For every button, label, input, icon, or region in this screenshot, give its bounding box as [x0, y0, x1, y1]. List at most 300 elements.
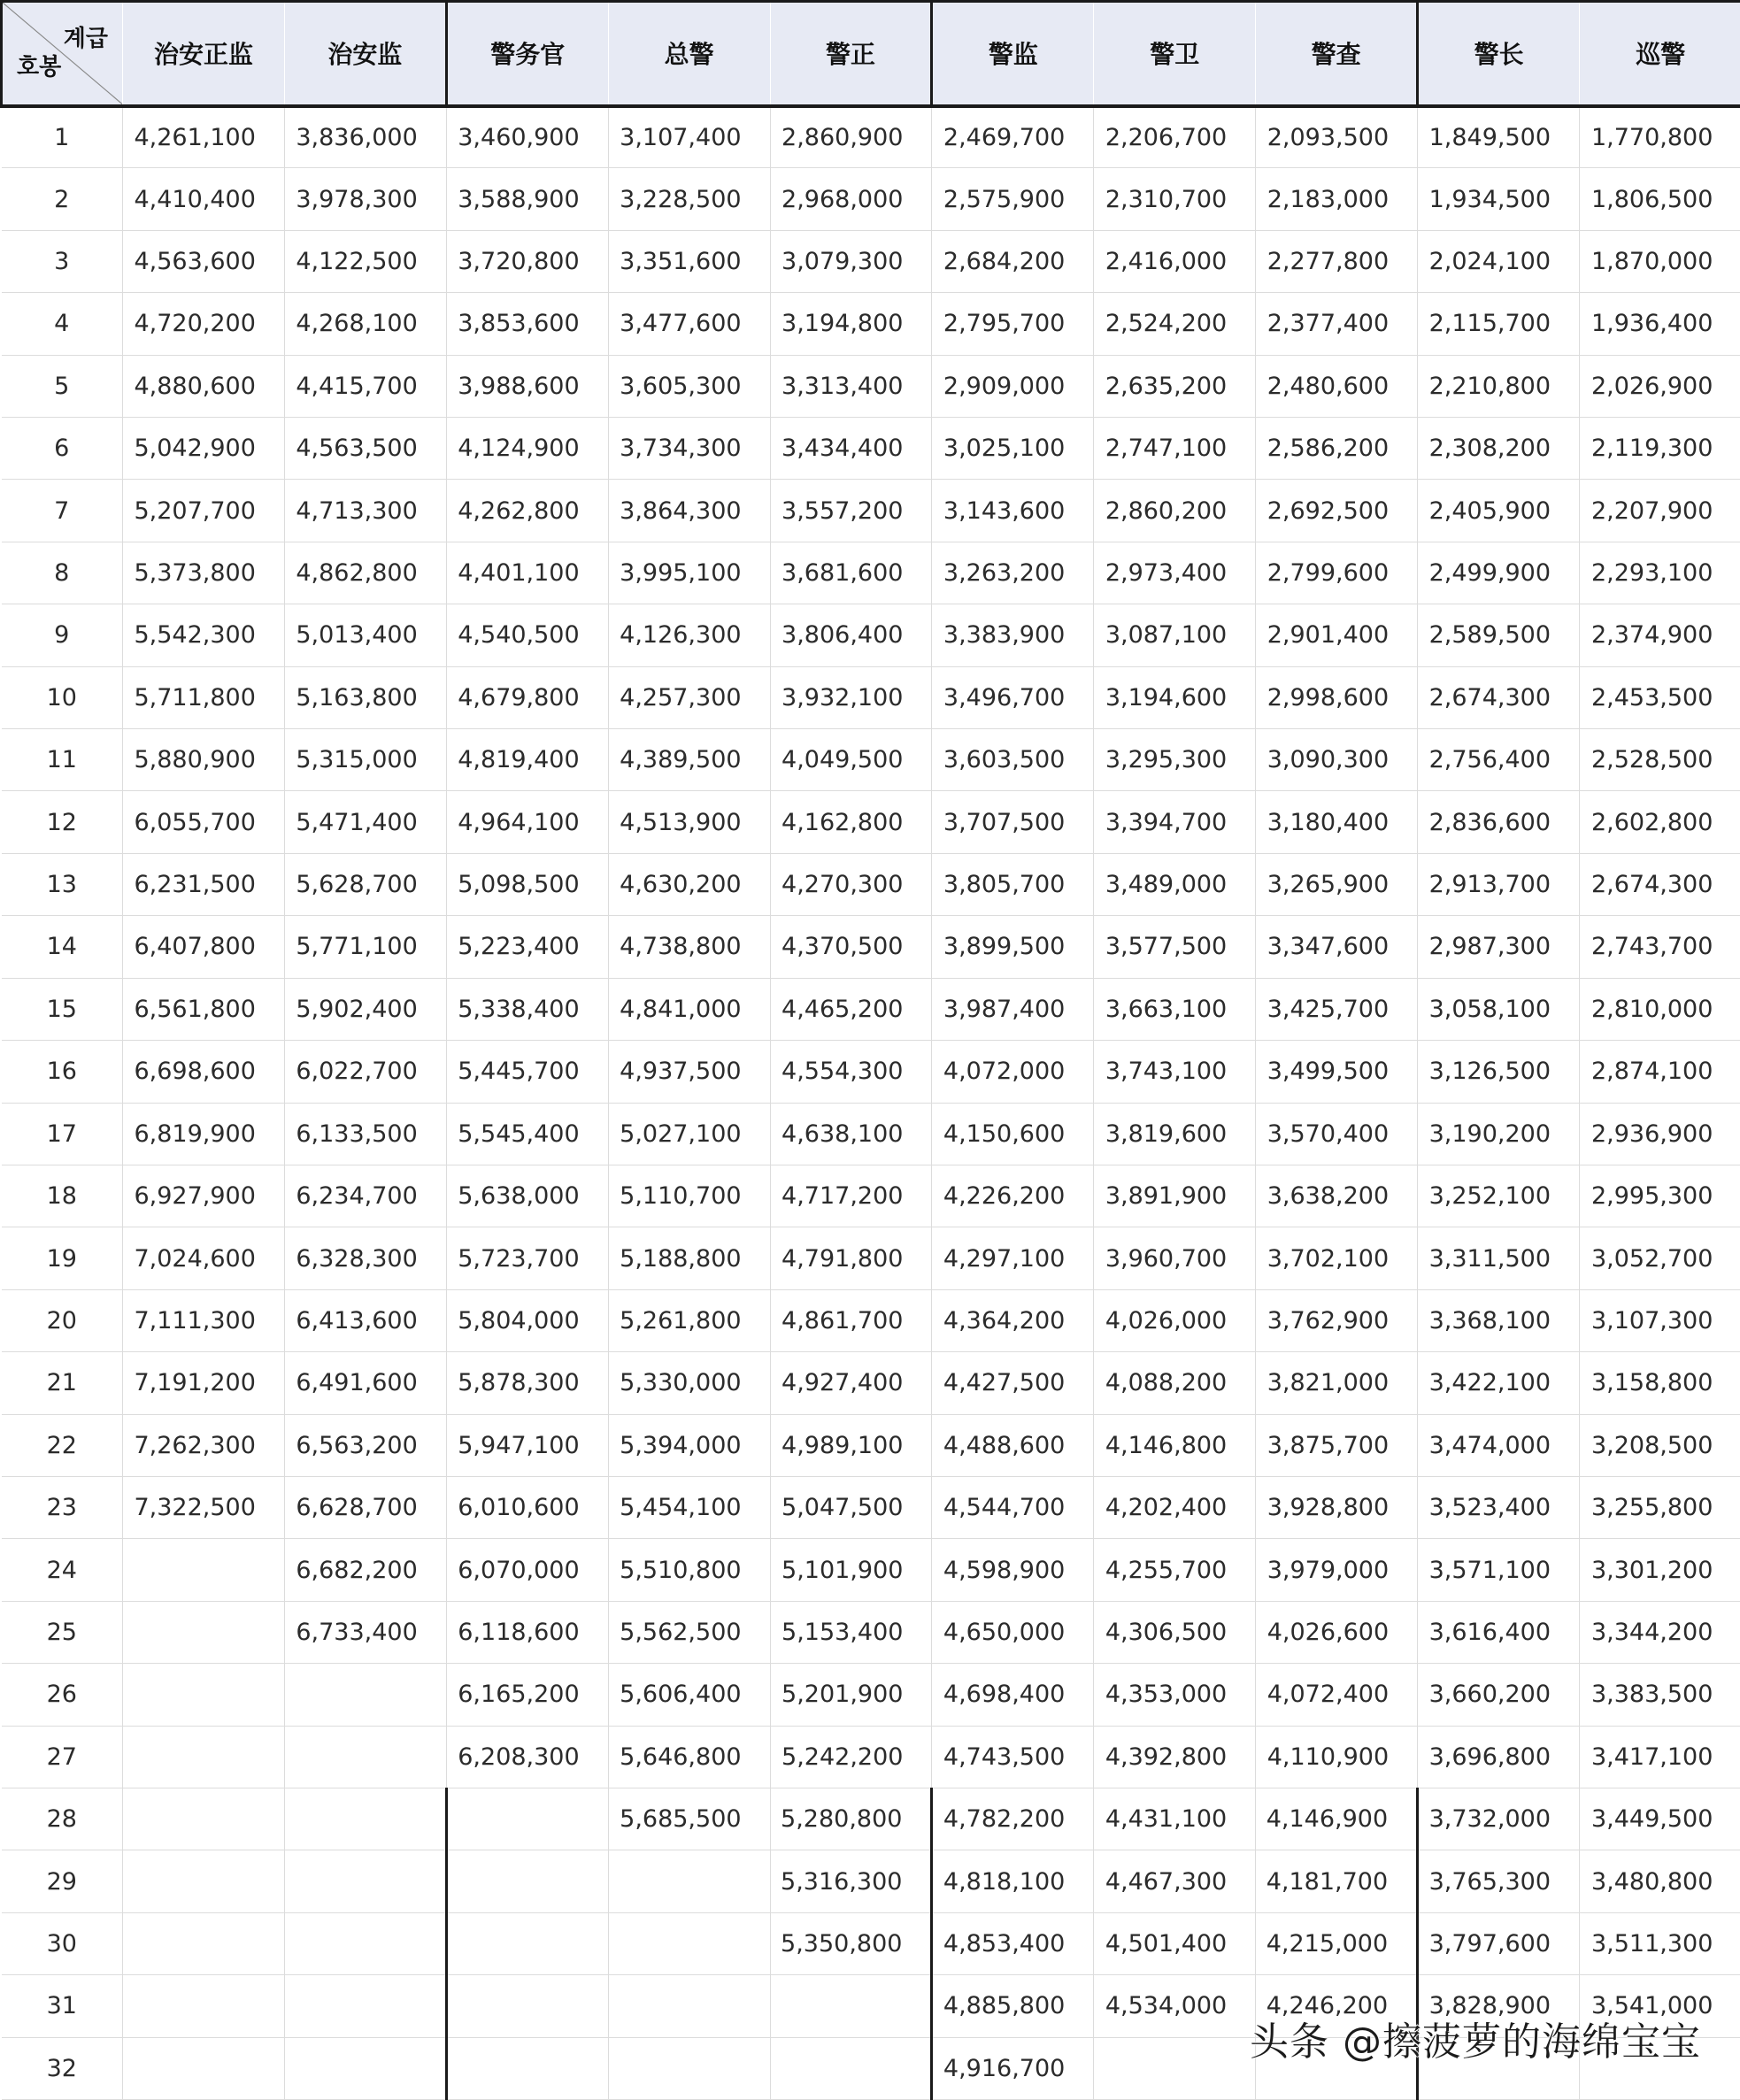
- salary-cell: 2,756,400: [1418, 729, 1580, 791]
- salary-cell: [446, 1912, 608, 1974]
- salary-cell: 4,534,000: [1094, 1975, 1256, 2037]
- salary-cell: [446, 1850, 608, 1912]
- salary-cell: 5,471,400: [284, 791, 446, 853]
- table-row: [2, 1103, 1740, 1165]
- table-row: [2, 355, 1740, 417]
- salary-cell: 5,804,000: [446, 1289, 608, 1351]
- salary-cell: 4,513,900: [608, 791, 770, 853]
- grade-header-cell: 警监: [932, 2, 1094, 106]
- table-row: [2, 168, 1740, 230]
- salary-cell: [446, 1788, 608, 1850]
- grade-header-cell: 警务官: [446, 2, 608, 106]
- salary-cell: 4,026,600: [1256, 1601, 1418, 1663]
- salary-cell: 3,523,400: [1418, 1476, 1580, 1538]
- salary-cell: 3,681,600: [770, 542, 932, 604]
- salary-cell: 3,255,800: [1580, 1476, 1740, 1538]
- salary-cell: 3,570,400: [1256, 1103, 1418, 1165]
- salary-cell: 4,049,500: [770, 729, 932, 791]
- salary-cell: 2,936,900: [1580, 1103, 1740, 1165]
- salary-cell: 3,891,900: [1094, 1165, 1256, 1227]
- corner-label-step: 호봉: [17, 53, 62, 81]
- salary-cell: 6,234,700: [284, 1165, 446, 1227]
- step-number-cell: 29: [2, 1850, 123, 1912]
- salary-cell: 1,849,500: [1418, 106, 1580, 168]
- salary-cell: 2,998,600: [1256, 666, 1418, 728]
- table-row: [2, 1414, 1740, 1476]
- salary-cell: 3,107,400: [608, 106, 770, 168]
- salary-cell: 2,674,300: [1418, 666, 1580, 728]
- salary-cell: 6,698,600: [123, 1041, 285, 1103]
- salary-cell: 3,743,100: [1094, 1041, 1256, 1103]
- salary-cell: 2,860,200: [1094, 480, 1256, 542]
- salary-cell: 7,191,200: [123, 1352, 285, 1414]
- salary-cell: 2,795,700: [932, 293, 1094, 355]
- salary-cell: 4,630,200: [608, 853, 770, 915]
- salary-cell: 6,118,600: [446, 1601, 608, 1663]
- salary-cell: 3,143,600: [932, 480, 1094, 542]
- salary-cell: 4,353,000: [1094, 1664, 1256, 1726]
- step-number-cell: 23: [2, 1476, 123, 1538]
- salary-cell: 3,616,400: [1418, 1601, 1580, 1663]
- salary-cell: 5,350,800: [770, 1912, 932, 1974]
- salary-cell: [1094, 2037, 1256, 2099]
- salary-cell: 2,747,100: [1094, 418, 1256, 480]
- salary-cell: 3,797,600: [1418, 1912, 1580, 1974]
- salary-cell: 5,047,500: [770, 1476, 932, 1538]
- step-number-cell: 1: [2, 106, 123, 168]
- salary-cell: 3,208,500: [1580, 1414, 1740, 1476]
- salary-cell: 5,711,800: [123, 666, 285, 728]
- step-number-cell: 9: [2, 604, 123, 666]
- step-number-cell: 6: [2, 418, 123, 480]
- salary-cell: 3,663,100: [1094, 978, 1256, 1040]
- salary-cell: 4,841,000: [608, 978, 770, 1040]
- salary-cell: 2,995,300: [1580, 1165, 1740, 1227]
- grade-header-cell: 警查: [1256, 2, 1418, 106]
- salary-cell: 2,987,300: [1418, 916, 1580, 978]
- salary-cell: 4,262,800: [446, 480, 608, 542]
- step-number-cell: 2: [2, 168, 123, 230]
- salary-cell: 2,377,400: [1256, 293, 1418, 355]
- salary-cell: 3,394,700: [1094, 791, 1256, 853]
- salary-cell: 4,415,700: [284, 355, 446, 417]
- salary-cell: 5,646,800: [608, 1726, 770, 1788]
- salary-cell: 5,201,900: [770, 1664, 932, 1726]
- salary-cell: 4,306,500: [1094, 1601, 1256, 1663]
- salary-cell: 3,511,300: [1580, 1912, 1740, 1974]
- salary-cell: 2,524,200: [1094, 293, 1256, 355]
- salary-cell: 2,602,800: [1580, 791, 1740, 853]
- salary-cell: 2,293,100: [1580, 542, 1740, 604]
- salary-cell: 3,819,600: [1094, 1103, 1256, 1165]
- salary-cell: 5,338,400: [446, 978, 608, 1040]
- salary-cell: 4,916,700: [932, 2037, 1094, 2099]
- step-number-cell: 28: [2, 1788, 123, 1850]
- salary-cell: 3,489,000: [1094, 853, 1256, 915]
- salary-cell: 2,589,500: [1418, 604, 1580, 666]
- salary-cell: 2,635,200: [1094, 355, 1256, 417]
- salary-cell: 1,936,400: [1580, 293, 1740, 355]
- salary-cell: 3,313,400: [770, 355, 932, 417]
- salary-cell: 3,928,800: [1256, 1476, 1418, 1538]
- salary-cell: 3,058,100: [1418, 978, 1580, 1040]
- salary-cell: 2,207,900: [1580, 480, 1740, 542]
- salary-cell: 6,022,700: [284, 1041, 446, 1103]
- salary-cell: 2,024,100: [1418, 230, 1580, 292]
- salary-cell: 6,561,800: [123, 978, 285, 1040]
- salary-cell: 4,401,100: [446, 542, 608, 604]
- step-number-cell: 10: [2, 666, 123, 728]
- salary-cell: 3,734,300: [608, 418, 770, 480]
- salary-cell: 2,453,500: [1580, 666, 1740, 728]
- salary-cell: 4,389,500: [608, 729, 770, 791]
- salary-cell: 3,449,500: [1580, 1788, 1740, 1850]
- salary-cell: 5,638,000: [446, 1165, 608, 1227]
- salary-cell: 3,460,900: [446, 106, 608, 168]
- salary-cell: 4,268,100: [284, 293, 446, 355]
- table-row: [2, 1165, 1740, 1227]
- salary-cell: 6,819,900: [123, 1103, 285, 1165]
- salary-cell: 3,588,900: [446, 168, 608, 230]
- salary-cell: 2,416,000: [1094, 230, 1256, 292]
- salary-cell: 3,228,500: [608, 168, 770, 230]
- salary-cell: 3,351,600: [608, 230, 770, 292]
- salary-cell: 2,909,000: [932, 355, 1094, 417]
- salary-cell: 5,606,400: [608, 1664, 770, 1726]
- salary-cell: 4,026,000: [1094, 1289, 1256, 1351]
- grade-header-cell: 警长: [1418, 2, 1580, 106]
- salary-cell: 3,383,900: [932, 604, 1094, 666]
- table-row: [2, 1912, 1740, 1974]
- salary-cell: 6,165,200: [446, 1664, 608, 1726]
- salary-cell: 2,836,600: [1418, 791, 1580, 853]
- salary-cell: 3,265,900: [1256, 853, 1418, 915]
- salary-cell: 3,158,800: [1580, 1352, 1740, 1414]
- salary-cell: 2,860,900: [770, 106, 932, 168]
- table-row: [2, 418, 1740, 480]
- salary-cell: 3,828,900: [1418, 1975, 1580, 2037]
- salary-cell: 4,410,400: [123, 168, 285, 230]
- grade-header-cell: 总警: [608, 2, 770, 106]
- salary-cell: [123, 1664, 285, 1726]
- salary-cell: 5,628,700: [284, 853, 446, 915]
- salary-cell: 3,571,100: [1418, 1539, 1580, 1601]
- salary-cell: [284, 2037, 446, 2099]
- salary-cell: 2,692,500: [1256, 480, 1418, 542]
- watermark-text: 头条 @擦菠萝的海绵宝宝: [1250, 2019, 1701, 2065]
- salary-cell: 4,698,400: [932, 1664, 1094, 1726]
- salary-cell: 5,878,300: [446, 1352, 608, 1414]
- salary-cell: 5,771,100: [284, 916, 446, 978]
- salary-cell: [770, 2037, 932, 2099]
- salary-cell: 5,902,400: [284, 978, 446, 1040]
- salary-cell: 3,864,300: [608, 480, 770, 542]
- salary-cell: 2,277,800: [1256, 230, 1418, 292]
- salary-cell: 3,417,100: [1580, 1726, 1740, 1788]
- table-row: [2, 1227, 1740, 1289]
- salary-cell: 3,079,300: [770, 230, 932, 292]
- salary-cell: 4,650,000: [932, 1601, 1094, 1663]
- salary-cell: 4,818,100: [932, 1850, 1094, 1912]
- salary-cell: 3,720,800: [446, 230, 608, 292]
- salary-cell: 4,853,400: [932, 1912, 1094, 1974]
- salary-cell: 2,183,000: [1256, 168, 1418, 230]
- table-body: [2, 106, 1740, 2100]
- salary-cell: 6,070,000: [446, 1539, 608, 1601]
- step-number-cell: 19: [2, 1227, 123, 1289]
- salary-cell: 1,806,500: [1580, 168, 1740, 230]
- salary-cell: 3,180,400: [1256, 791, 1418, 853]
- salary-cell: 3,557,200: [770, 480, 932, 542]
- salary-cell: 6,231,500: [123, 853, 285, 915]
- salary-cell: 2,093,500: [1256, 106, 1418, 168]
- salary-cell: 4,598,900: [932, 1539, 1094, 1601]
- salary-cell: 5,163,800: [284, 666, 446, 728]
- step-number-cell: 31: [2, 1975, 123, 2037]
- salary-cell: 3,987,400: [932, 978, 1094, 1040]
- step-number-cell: 4: [2, 293, 123, 355]
- salary-cell: 7,111,300: [123, 1289, 285, 1351]
- salary-cell: 2,528,500: [1580, 729, 1740, 791]
- salary-cell: 3,638,200: [1256, 1165, 1418, 1227]
- salary-cell: 4,257,300: [608, 666, 770, 728]
- step-number-cell: 5: [2, 355, 123, 417]
- salary-cell: 3,087,100: [1094, 604, 1256, 666]
- salary-cell: 5,153,400: [770, 1601, 932, 1663]
- salary-cell: 3,995,100: [608, 542, 770, 604]
- step-number-cell: 8: [2, 542, 123, 604]
- salary-cell: 5,280,800: [770, 1788, 932, 1850]
- salary-cell: 6,055,700: [123, 791, 285, 853]
- table-row: [2, 1664, 1740, 1726]
- step-number-cell: 11: [2, 729, 123, 791]
- salary-cell: 2,684,200: [932, 230, 1094, 292]
- salary-cell: 4,738,800: [608, 916, 770, 978]
- salary-cell: [123, 1975, 285, 2037]
- salary-cell: 3,347,600: [1256, 916, 1418, 978]
- table-row: [2, 1476, 1740, 1538]
- salary-cell: 3,762,900: [1256, 1289, 1418, 1351]
- salary-cell: 4,126,300: [608, 604, 770, 666]
- salary-cell: 3,090,300: [1256, 729, 1418, 791]
- salary-cell: 3,107,300: [1580, 1289, 1740, 1351]
- salary-cell: 5,101,900: [770, 1539, 932, 1601]
- salary-cell: 5,545,400: [446, 1103, 608, 1165]
- salary-cell: 7,322,500: [123, 1476, 285, 1538]
- table-row: [2, 1601, 1740, 1663]
- salary-cell: 5,223,400: [446, 916, 608, 978]
- salary-cell: 3,295,300: [1094, 729, 1256, 791]
- step-number-cell: 30: [2, 1912, 123, 1974]
- salary-cell: 4,540,500: [446, 604, 608, 666]
- salary-cell: 2,901,400: [1256, 604, 1418, 666]
- salary-cell: 2,743,700: [1580, 916, 1740, 978]
- salary-cell: 4,743,500: [932, 1726, 1094, 1788]
- salary-cell: 4,146,800: [1094, 1414, 1256, 1476]
- salary-cell: 4,782,200: [932, 1788, 1094, 1850]
- step-number-cell: 24: [2, 1539, 123, 1601]
- salary-cell: 5,013,400: [284, 604, 446, 666]
- salary-cell: 2,469,700: [932, 106, 1094, 168]
- table-row: [2, 729, 1740, 791]
- salary-cell: 4,467,300: [1094, 1850, 1256, 1912]
- salary-cell: 5,316,300: [770, 1850, 932, 1912]
- salary-cell: 4,270,300: [770, 853, 932, 915]
- salary-cell: 2,115,700: [1418, 293, 1580, 355]
- salary-cell: 5,685,500: [608, 1788, 770, 1850]
- salary-cell: 2,119,300: [1580, 418, 1740, 480]
- salary-cell: 4,927,400: [770, 1352, 932, 1414]
- salary-cell: 1,770,800: [1580, 106, 1740, 168]
- salary-cell: 5,042,900: [123, 418, 285, 480]
- step-number-cell: 16: [2, 1041, 123, 1103]
- salary-cell: 3,696,800: [1418, 1726, 1580, 1788]
- step-number-cell: 17: [2, 1103, 123, 1165]
- salary-cell: 4,501,400: [1094, 1912, 1256, 1974]
- salary-cell: 2,874,100: [1580, 1041, 1740, 1103]
- step-number-cell: 32: [2, 2037, 123, 2099]
- salary-cell: 4,431,100: [1094, 1788, 1256, 1850]
- table-row: [2, 542, 1740, 604]
- salary-cell: 4,563,600: [123, 230, 285, 292]
- salary-cell: 5,242,200: [770, 1726, 932, 1788]
- salary-cell: [770, 1975, 932, 2037]
- table-row: [2, 1289, 1740, 1351]
- salary-cell: 6,407,800: [123, 916, 285, 978]
- salary-cell: 3,836,000: [284, 106, 446, 168]
- salary-cell: 6,133,500: [284, 1103, 446, 1165]
- table-row: [2, 230, 1740, 292]
- salary-cell: 4,880,600: [123, 355, 285, 417]
- salary-cell: [284, 1664, 446, 1726]
- step-number-cell: 15: [2, 978, 123, 1040]
- salary-cell: 4,246,200: [1256, 1975, 1418, 2037]
- salary-cell: 3,311,500: [1418, 1227, 1580, 1289]
- salary-cell: 3,344,200: [1580, 1601, 1740, 1663]
- step-number-cell: 3: [2, 230, 123, 292]
- salary-cell: 3,541,000: [1580, 1975, 1740, 2037]
- salary-cell: 3,301,200: [1580, 1539, 1740, 1601]
- step-number-cell: 18: [2, 1165, 123, 1227]
- salary-cell: 3,853,600: [446, 293, 608, 355]
- table-row: [2, 1041, 1740, 1103]
- salary-cell: [608, 1850, 770, 1912]
- salary-cell: 3,806,400: [770, 604, 932, 666]
- salary-cell: [446, 2037, 608, 2099]
- salary-cell: 5,188,800: [608, 1227, 770, 1289]
- salary-cell: 6,328,300: [284, 1227, 446, 1289]
- salary-cell: 2,973,400: [1094, 542, 1256, 604]
- grade-header-cell: 治安监: [284, 2, 446, 106]
- salary-cell: [123, 1601, 285, 1663]
- salary-cell: 3,383,500: [1580, 1664, 1740, 1726]
- salary-cell: 4,937,500: [608, 1041, 770, 1103]
- salary-cell: 4,215,000: [1256, 1912, 1418, 1974]
- salary-cell: 4,146,900: [1256, 1788, 1418, 1850]
- salary-cell: 4,072,400: [1256, 1664, 1418, 1726]
- salary-cell: 5,394,000: [608, 1414, 770, 1476]
- table-row: [2, 853, 1740, 915]
- table-row: [2, 1726, 1740, 1788]
- salary-cell: 6,733,400: [284, 1601, 446, 1663]
- salary-cell: [284, 1726, 446, 1788]
- corner-label-grade: 계급: [63, 26, 108, 52]
- step-number-cell: 12: [2, 791, 123, 853]
- salary-cell: 3,499,500: [1256, 1041, 1418, 1103]
- salary-cell: 3,474,000: [1418, 1414, 1580, 1476]
- salary-cell: 4,885,800: [932, 1975, 1094, 2037]
- step-number-cell: 20: [2, 1289, 123, 1351]
- salary-cell: 4,370,500: [770, 916, 932, 978]
- salary-cell: 2,374,900: [1580, 604, 1740, 666]
- salary-cell: 5,261,800: [608, 1289, 770, 1351]
- salary-cell: 5,315,000: [284, 729, 446, 791]
- salary-cell: 4,638,100: [770, 1103, 932, 1165]
- salary-cell: 3,434,400: [770, 418, 932, 480]
- step-number-cell: 13: [2, 853, 123, 915]
- salary-cell: 3,932,100: [770, 666, 932, 728]
- table-row: [2, 916, 1740, 978]
- salary-cell: 3,052,700: [1580, 1227, 1740, 1289]
- salary-cell: 5,723,700: [446, 1227, 608, 1289]
- salary-cell: 5,373,800: [123, 542, 285, 604]
- salary-cell: 4,297,100: [932, 1227, 1094, 1289]
- salary-cell: 4,088,200: [1094, 1352, 1256, 1414]
- salary-cell: 4,554,300: [770, 1041, 932, 1103]
- table-row: [2, 791, 1740, 853]
- salary-cell: 2,799,600: [1256, 542, 1418, 604]
- salary-cell: 4,072,000: [932, 1041, 1094, 1103]
- salary-cell: 3,480,800: [1580, 1850, 1740, 1912]
- salary-cell: 4,255,700: [1094, 1539, 1256, 1601]
- salary-cell: 5,110,700: [608, 1165, 770, 1227]
- step-number-cell: 21: [2, 1352, 123, 1414]
- salary-cell: 4,819,400: [446, 729, 608, 791]
- salary-cell: 5,445,700: [446, 1041, 608, 1103]
- salary-cell: 7,262,300: [123, 1414, 285, 1476]
- salary-cell: [608, 1912, 770, 1974]
- table-row: [2, 1539, 1740, 1601]
- salary-cell: [284, 1912, 446, 1974]
- salary-cell: 3,960,700: [1094, 1227, 1256, 1289]
- salary-cell: 3,263,200: [932, 542, 1094, 604]
- salary-cell: 5,454,100: [608, 1476, 770, 1538]
- salary-cell: 3,368,100: [1418, 1289, 1580, 1351]
- salary-cell: 2,210,800: [1418, 355, 1580, 417]
- table-row: [2, 978, 1740, 1040]
- salary-cell: 3,732,000: [1418, 1788, 1580, 1850]
- salary-cell: 6,682,200: [284, 1539, 446, 1601]
- salary-cell: 4,862,800: [284, 542, 446, 604]
- salary-cell: 5,880,900: [123, 729, 285, 791]
- salary-cell: 2,586,200: [1256, 418, 1418, 480]
- salary-cell: 2,968,000: [770, 168, 932, 230]
- salary-cell: 4,989,100: [770, 1414, 932, 1476]
- salary-cell: 4,563,500: [284, 418, 446, 480]
- salary-cell: [123, 1850, 285, 1912]
- salary-cell: 3,765,300: [1418, 1850, 1580, 1912]
- salary-cell: 3,477,600: [608, 293, 770, 355]
- step-number-cell: 25: [2, 1601, 123, 1663]
- salary-cell: 2,480,600: [1256, 355, 1418, 417]
- salary-cell: [446, 1975, 608, 2037]
- salary-cell: 1,870,000: [1580, 230, 1740, 292]
- salary-cell: 5,098,500: [446, 853, 608, 915]
- grade-header-cell: 巡警: [1580, 2, 1740, 106]
- salary-cell: 3,875,700: [1256, 1414, 1418, 1476]
- salary-cell: 4,713,300: [284, 480, 446, 542]
- step-number-cell: 14: [2, 916, 123, 978]
